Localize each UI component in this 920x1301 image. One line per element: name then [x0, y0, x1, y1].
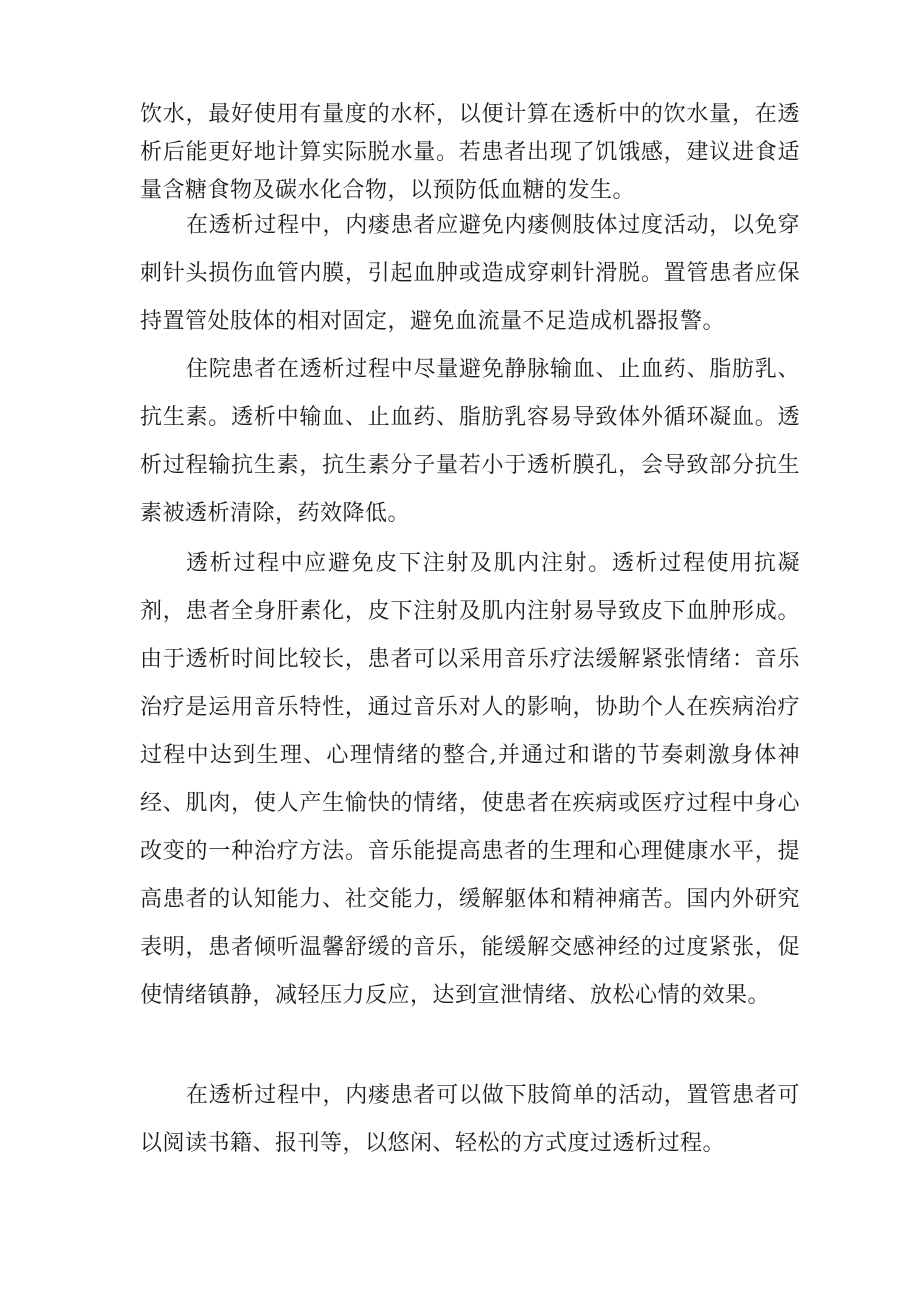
paragraph-injection-music-therapy: 透析过程中应避免皮下注射及肌内注射。透析过程使用抗凝剂，患者全身肝素化，皮下注射及肌内注射易导致皮下血肿形成。由于透析时间比较长，患者可以采用音乐疗法缓解紧张情绪：音乐治疗是运用音乐特性，通过音乐对人的影响，协助个人在疾病治疗过程中达到生理、心理情绪的整合,并通过和谐的节奏刺激身体神经、肌肉，使人产生愉快的情绪，使患者在疾病或医疗过程中身心改变的一种治疗方法。音乐能提高患者的生理和心理健康水平，提高患者的认知能力、社交能力，缓解躯体和精神痛苦。国内外研究表明，患者倾听温馨舒缓的音乐，能缓解交感神经的过度紧张，促使情绪镇静，减轻压力反应，达到宣泄情绪、放松心情的效果。 [140, 551, 800, 1008]
paragraph-activities: 在透析过程中，内瘘患者可以做下肢简单的活动，置管患者可以阅读书籍、报刊等，以悠闲、轻松的方式度过透析过程。 [140, 1083, 800, 1156]
paragraph-fistula-care: 在透析过程中，内瘘患者应避免内瘘侧肢体过度活动，以免穿刺针头损伤血管内膜，引起血肿或造成穿刺针滑脱。置管患者应保持置管处肢体的相对固定，避免血流量不足造成机器报警。 [140, 213, 800, 334]
paragraph-continued: 饮水，最好使用有量度的水杯，以便计算在透析中的饮水量，在透析后能更好地计算实际脱水量。若患者出现了饥饿感，建议进食适量含糖食物及碳水化合物，以预防低血糖的发生。 [140, 102, 800, 203]
paragraph-medication: 住院患者在透析过程中尽量避免静脉输血、止血药、脂肪乳、抗生素。透析中输血、止血药、脂肪乳容易导致体外循环凝血。透析过程输抗生素，抗生素分子量若小于透析膜孔，会导致部分抗生素被透析清除，药效降低。 [140, 357, 800, 526]
